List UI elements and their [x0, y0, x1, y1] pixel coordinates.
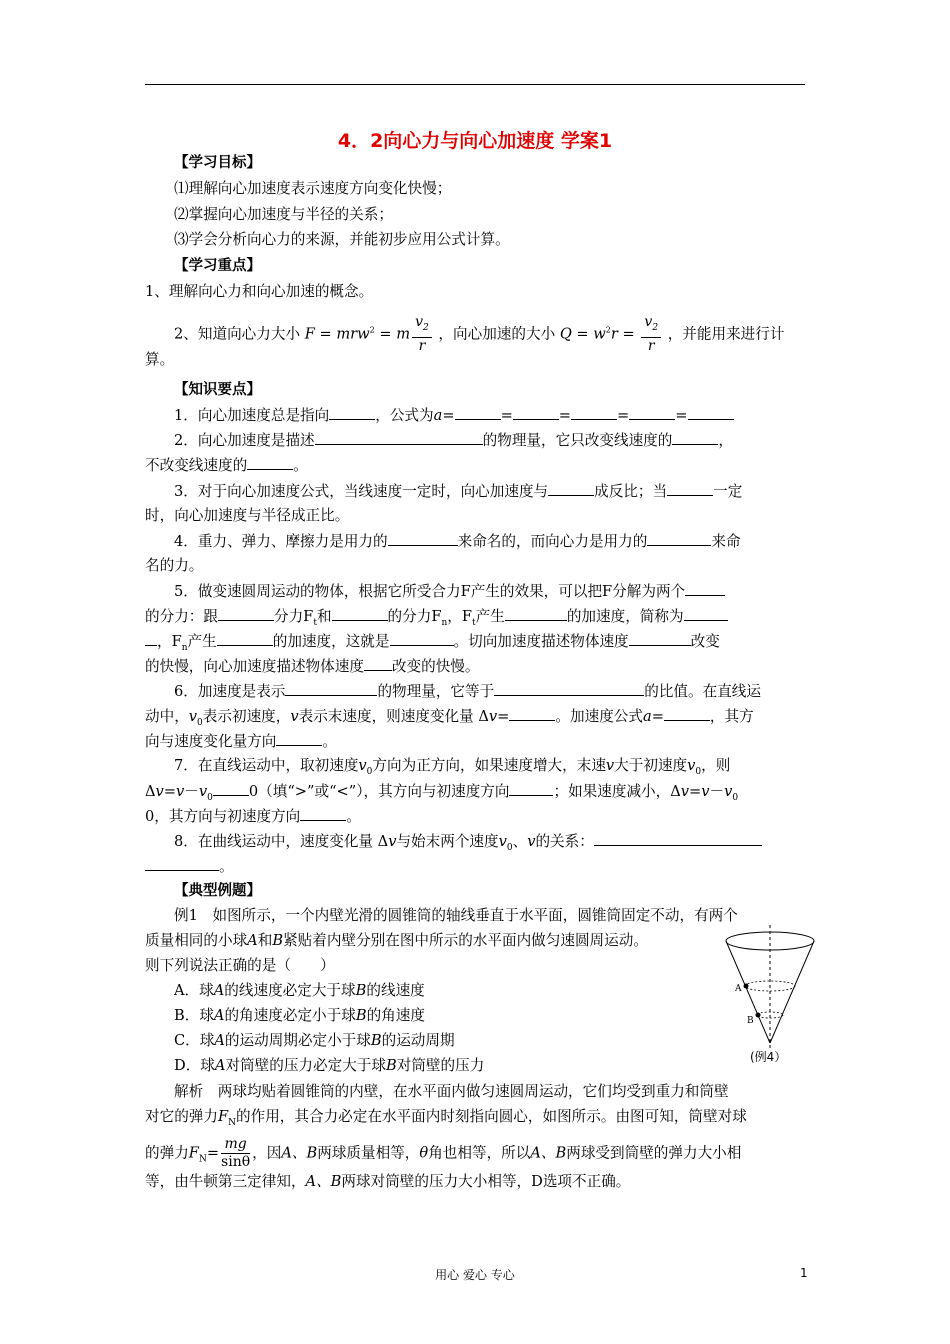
cone-left-edge [726, 941, 770, 1043]
q8-line: 8．在曲线运动中，速度变化量 Δv与始末两个速度$v_0$、v的关系： [174, 831, 762, 858]
q6c-line: 向与速度变化量方向 。 [145, 733, 337, 750]
goals-heading: 【学习目标】 [174, 155, 261, 171]
analysis-line: 等，由牛顿第三定律知，A、B两球对筒壁的压力大小相等，D选项不正确。 [145, 1173, 631, 1190]
page-number: 1 [800, 1266, 808, 1280]
option-b: B．球A的角速度必定小于球B的角速度 [174, 1007, 425, 1024]
q5b-line: 的分力：跟 分力$F_t$和 的分力$F_n$，$F_t$产生 的加速度，简称为 [145, 606, 728, 633]
example-line: 则下列说法正确的是（ ） [145, 957, 335, 974]
option-c: C．球A的运动周期必定小于球B的运动周期 [174, 1032, 455, 1049]
example-line: 质量相同的小球A和B紧贴着内壁分别在图中所示的水平面内做匀速圆周运动。 [145, 932, 648, 949]
q2-line: 2．向心加速度是描述 的物理量，它只改变线速度的 ， [174, 432, 733, 449]
keypoint-cont: 算。 [145, 351, 175, 368]
fraction: $\frac{mg}{\sin\theta}$ [221, 1136, 251, 1170]
goal-item: ⑵掌握向心加速度与半径的关系； [174, 206, 393, 223]
page-title: 4．2向心力与向心加速度 学案1 [337, 130, 613, 152]
label-b: B [747, 1016, 754, 1026]
footer-text: 用心 爱心 专心 [435, 1268, 515, 1282]
q5d-line: 的快慢，向心加速度描述物体速度 改变的快慢。 [145, 658, 480, 675]
ball-a [744, 984, 749, 989]
figure-caption: (例4） [750, 1050, 787, 1064]
q3-line: 3．对于向心加速度公式，当线速度一定时，向心加速度与 成反比；当 一定 [174, 483, 743, 500]
q6-line: 6．加速度是表示 的物理量，它等于 的比值。在直线运 [174, 683, 761, 700]
keypoints-heading: 【学习重点】 [174, 258, 261, 274]
option-d: D．球A对筒壁的压力必定大于球B对筒壁的压力 [174, 1057, 485, 1074]
keypoint-formula-line: 2、知道向心力大小 F = mrw$^2$ = m $\frac{v_2}{r}$ ，向心加速的大小 $Q = w^2r$ = $\frac{v_2}{r}$ ，并能用来进行计 [174, 314, 785, 354]
analysis-line: 对它的弹力$F_N$的作用，其合力必定在水平面内时刻指向圆心，如图所示。由图可知，筒壁对球 [145, 1108, 747, 1128]
goal-item: ⑶学会分析向心力的来源，并能初步应用公式计算。 [174, 231, 510, 248]
analysis-line: 的弹力$F_N=$ $\frac{mg}{\sin\theta}$ ，因A、B两球质量相等，θ角也相等，所以A、B两球受到筒壁的弹力大小相 [145, 1136, 742, 1170]
cone-figure [720, 915, 820, 1065]
q7c-line: 0，其方向与初速度方向 。 [145, 808, 361, 825]
keypoint-item: 1、理解向心力和向心加速的概念。 [145, 283, 374, 300]
q4-line: 4．重力、弹力、摩擦力是用力的 来命名的，而向心力是用力的 来命 [174, 533, 741, 550]
cone-rim [726, 932, 814, 950]
q1-line: 1．向心加速度总是指向 ，公式为a= = = = = [174, 405, 734, 426]
q4b-line: 名的力。 [145, 557, 204, 574]
header-rule [145, 84, 805, 85]
q7-line: 7．在直线运动中，取初速度$v_0$方向为正方向，如果速度增大，末速v大于初速度$v_0$，则 [174, 757, 731, 777]
cone-right-edge [770, 941, 814, 1043]
fraction: $\frac{v_2}{r}$ [641, 314, 661, 355]
q2b-line: 不改变线速度的 。 [145, 457, 308, 474]
example-line: 例1 如图所示，一个内壁光滑的圆锥筒的轴线垂直于水平面，圆锥筒固定不动，有两个 [174, 907, 738, 924]
fraction: $\frac{v_2}{r}$ [412, 314, 432, 355]
goal-item: ⑴理解向心加速度表示速度方向变化快慢； [174, 180, 452, 197]
analysis-line: 解析 两球均贴着圆锥筒的内壁，在水平面内做匀速圆周运动，它们均受到重力和筒壁 [174, 1083, 729, 1100]
q5-line: 5．做变速圆周运动的物体，根据它所受合力F产生的效果，可以把F分解为两个 [174, 581, 725, 602]
label-a: A [735, 984, 742, 994]
q5c-line: ，$F_n$产生 的加速度，这就是 。切向加速度描述物体速度 改变 [145, 631, 720, 658]
q8b-line: 。 [145, 856, 234, 877]
option-a: A．球A的线速度必定大于球B的线速度 [174, 982, 425, 999]
q7b-line: $\Delta v=v-v_0$ 0（填“>”或“<”），其方向与初速度方向 ；如果速度减小，$\Delta v=v-v_0$ [145, 783, 739, 803]
q6b-line: 动中，$v_0$表示初速度，v表示末速度，则速度变化量 Δv= 。加速度公式a= ，其方 [145, 708, 754, 728]
examples-heading: 【典型例题】 [174, 883, 261, 899]
ball-b [756, 1013, 761, 1018]
q3b-line: 时，向心加速度与半径成正比。 [145, 507, 350, 524]
knowledge-heading: 【知识要点】 [174, 382, 261, 398]
